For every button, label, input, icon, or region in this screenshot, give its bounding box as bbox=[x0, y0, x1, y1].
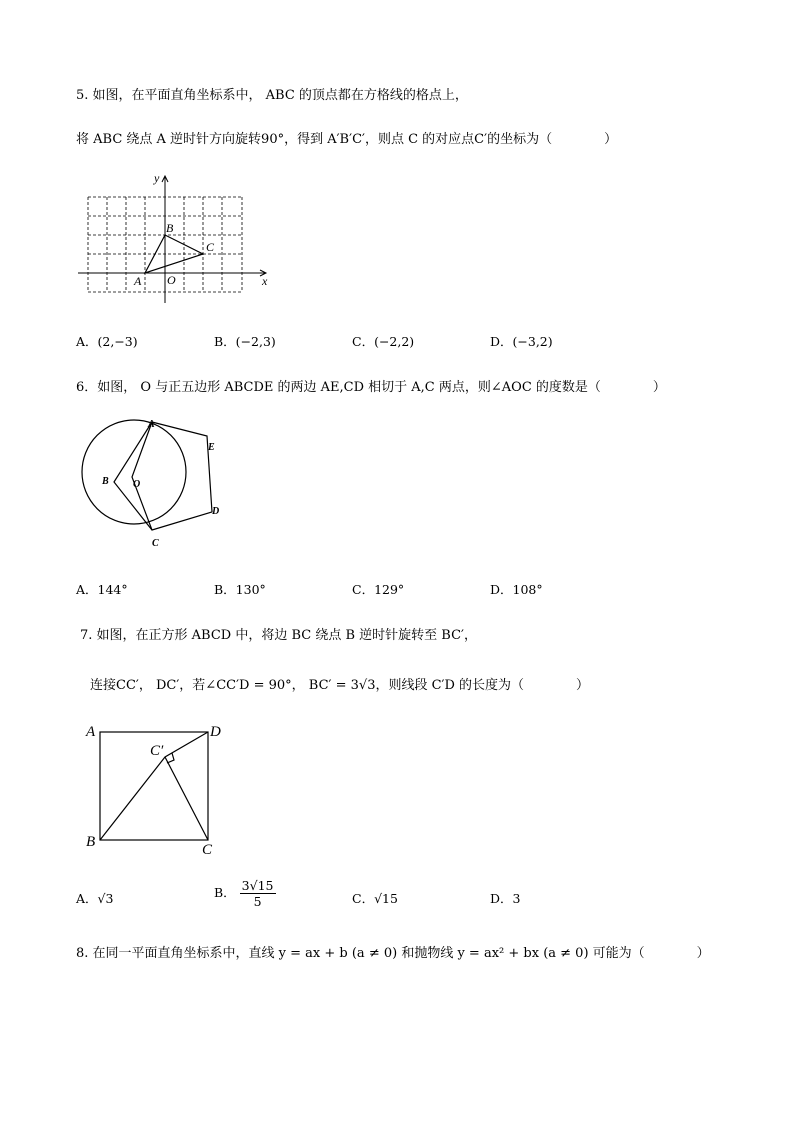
q6-label-C: C bbox=[152, 538, 159, 549]
q7-stem-line2: 连接CC′， DC′，若∠CC′D = 90°， BC′ = 3√3，则线段 C′D 的长度为（ ） bbox=[90, 678, 590, 693]
q7-label-B: B bbox=[86, 834, 96, 850]
q5-option-a[interactable]: A．(2,−3) bbox=[76, 334, 138, 349]
q7-option-a[interactable]: A．√3 bbox=[76, 891, 114, 906]
q5-option-d[interactable]: D．(−3,2) bbox=[490, 334, 553, 349]
q6-stem: 6．如图， O 与正五边形 ABCDE 的两边 AE,CD 相切于 A,C 两点，则∠AOC 的度数是（ ） bbox=[76, 380, 666, 395]
q6-circle-pentagon-figure bbox=[76, 412, 236, 552]
q6-label-D: D bbox=[212, 506, 220, 517]
q5-label-B: B bbox=[166, 221, 174, 235]
q5-x-axis-label: x bbox=[262, 274, 268, 288]
q5-option-c[interactable]: C．(−2,2) bbox=[352, 334, 415, 349]
q6-option-d[interactable]: D．108° bbox=[490, 582, 543, 597]
q5-y-axis-label: y bbox=[154, 171, 160, 185]
q7-option-c[interactable]: C．√15 bbox=[352, 891, 398, 906]
q6-option-a[interactable]: A．144° bbox=[76, 582, 128, 597]
q6-label-A: A bbox=[148, 419, 155, 430]
q6-label-E: E bbox=[208, 442, 215, 453]
q7-label-C: C bbox=[202, 842, 213, 858]
q7-label-D: D bbox=[210, 724, 221, 740]
q5-coordinate-grid-figure bbox=[76, 168, 276, 303]
q7-option-b-numerator: 3√15 bbox=[241, 878, 274, 893]
q7-stem-line1: 7. 如图，在正方形 ABCD 中，将边 BC 绕点 B 逆时针旋转至 BC′， bbox=[80, 628, 478, 643]
q6-label-B: B bbox=[102, 476, 109, 487]
q6-label-O: O bbox=[133, 479, 141, 490]
q7-option-b-fraction bbox=[240, 878, 276, 909]
q5-stem-line1: 5. 如图，在平面直角坐标系中， ABC 的顶点都在方格线的格点上， bbox=[76, 88, 468, 103]
q5-option-b[interactable]: B．(−2,3) bbox=[214, 334, 276, 349]
q7-option-b-label: B． bbox=[214, 885, 236, 900]
q6-option-b[interactable]: B．130° bbox=[214, 582, 266, 597]
q5-stem-line2: 将 ABC 绕点 A 逆时针方向旋转90°，得到 A′B′C′，则点 C 的对应点C′的坐标为（ ） bbox=[76, 132, 618, 147]
q5-label-A: A bbox=[134, 274, 142, 288]
q7-square-figure bbox=[84, 718, 234, 858]
q8-stem: 8. 在同一平面直角坐标系中，直线 y = ax + b (a ≠ 0) 和抛物线 y = ax² + bx (a ≠ 0) 可能为（ ） bbox=[76, 946, 710, 961]
q6-option-c[interactable]: C．129° bbox=[352, 582, 405, 597]
q7-label-Cprime: C′ bbox=[150, 743, 164, 759]
q7-label-A: A bbox=[86, 724, 96, 740]
q7-option-b-denominator: 5 bbox=[253, 894, 262, 909]
q5-label-C: C bbox=[206, 240, 215, 254]
q7-option-b[interactable] bbox=[214, 878, 276, 909]
q7-option-d[interactable]: D．3 bbox=[490, 891, 521, 906]
q5-label-O: O bbox=[167, 273, 176, 287]
